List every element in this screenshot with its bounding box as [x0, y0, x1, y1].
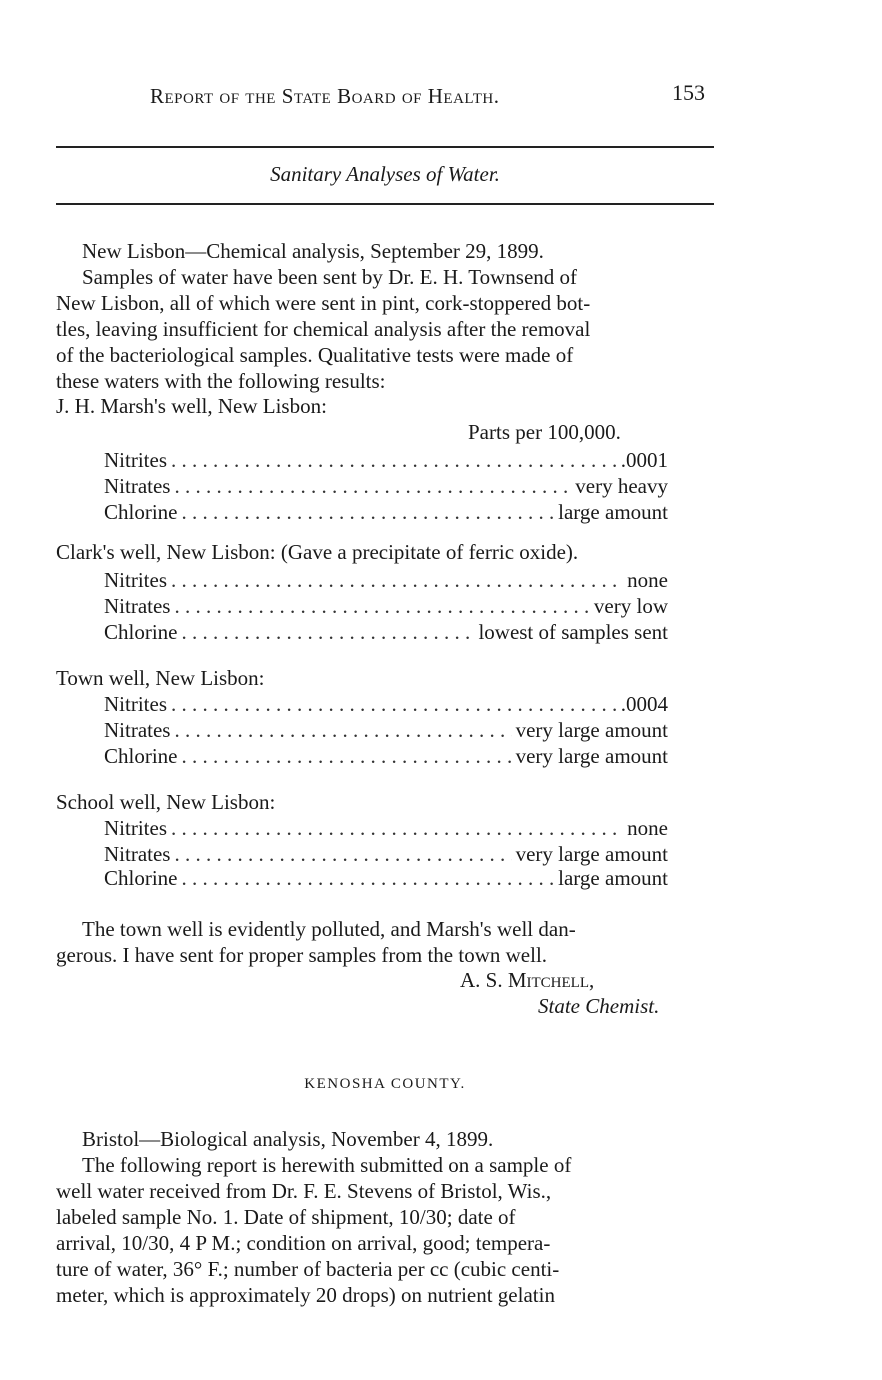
conclusion-line: gerous. I have sent for proper samples from the town well.	[56, 943, 548, 967]
analysis-row	[104, 816, 668, 841]
row-label: Nitrites	[104, 816, 167, 840]
intro-line: Samples of water have been sent by Dr. E. H. Townsend of	[82, 265, 578, 289]
dot-leader	[171, 448, 617, 473]
bristol-paragraph	[56, 1126, 718, 1308]
row-label: Nitrites	[104, 448, 167, 472]
body-line: The following report is herewith submitted on a sample of	[82, 1153, 572, 1177]
subtitle-rule	[56, 203, 714, 205]
row-value: none	[627, 568, 668, 592]
row-value: large amount	[558, 866, 668, 890]
analysis-row	[104, 744, 668, 769]
row-label: Chlorine	[104, 744, 178, 768]
row-label: Nitrates	[104, 474, 171, 498]
well-heading: Town well, New Lisbon:	[56, 666, 265, 690]
dot-leader	[174, 474, 571, 499]
body-line: ture of water, 36° F.; number of bacteria per cc (cubic centi-	[56, 1257, 560, 1281]
dot-leader	[171, 568, 623, 593]
dot-leader	[182, 744, 512, 769]
running-header: Report of the State Board of Health.	[150, 84, 500, 108]
row-value: .0004	[620, 692, 668, 716]
intro-line: tles, leaving insufficient for chemical analysis after the removal	[56, 317, 591, 341]
dot-leader	[171, 816, 623, 841]
intro-line: of the bacteriological samples. Qualitative tests were made of	[56, 343, 574, 367]
analysis-row	[104, 568, 668, 593]
row-value: .0001	[620, 448, 668, 472]
analysis-row	[104, 692, 668, 717]
analysis-row	[104, 842, 668, 867]
row-value: very large amount	[515, 718, 668, 742]
row-label: Nitrites	[104, 692, 167, 716]
row-label: Nitrites	[104, 568, 167, 592]
new-lisbon-heading-line: New Lisbon—Chemical analysis, September 29, 1899.	[82, 239, 544, 263]
signature-title: State Chemist.	[538, 994, 660, 1018]
row-value: very large amount	[515, 842, 668, 866]
row-value: very large amount	[515, 744, 668, 768]
body-line: well water received from Dr. F. E. Stevens of Bristol, Wis.,	[56, 1179, 552, 1203]
units-heading: Parts per 100,000.	[468, 420, 621, 444]
well-heading: School well, New Lisbon:	[56, 790, 276, 814]
analysis-row	[104, 500, 668, 525]
row-value: none	[627, 816, 668, 840]
new-lisbon-intro	[56, 238, 718, 394]
county-heading: KENOSHA COUNTY.	[304, 1076, 466, 1092]
body-line: arrival, 10/30, 4 P M.; condition on arrival, good; tempera-	[56, 1231, 551, 1255]
row-value: lowest of samples sent	[478, 620, 668, 644]
bristol-heading-line: Bristol—Biological analysis, November 4, 1899.	[82, 1127, 494, 1151]
header-rule	[56, 146, 714, 148]
row-value: large amount	[558, 500, 668, 524]
analysis-row	[104, 448, 668, 473]
dot-leader	[174, 718, 511, 743]
intro-line: New Lisbon, all of which were sent in pint, cork-stoppered bot-	[56, 291, 591, 315]
row-label: Nitrates	[104, 718, 171, 742]
row-label: Nitrates	[104, 842, 171, 866]
section-subtitle: Sanitary Analyses of Water.	[270, 162, 500, 186]
dot-leader	[174, 842, 511, 867]
row-label: Chlorine	[104, 500, 178, 524]
body-line: meter, which is approximately 20 drops) on nutrient gelatin	[56, 1283, 555, 1307]
row-label: Nitrates	[104, 594, 171, 618]
signature-name: A. S. Mitchell,	[460, 968, 595, 992]
analysis-row	[104, 718, 668, 743]
analysis-row	[104, 866, 668, 891]
dot-leader	[182, 620, 475, 645]
row-label: Chlorine	[104, 866, 178, 890]
page-number: 153	[672, 80, 705, 105]
dot-leader	[182, 866, 555, 891]
row-label: Chlorine	[104, 620, 178, 644]
well-heading: J. H. Marsh's well, New Lisbon:	[56, 394, 327, 418]
row-value: very heavy	[575, 474, 668, 498]
dot-leader	[171, 692, 617, 717]
analysis-row	[104, 474, 668, 499]
row-value: very low	[593, 594, 668, 618]
intro-line: these waters with the following results:	[56, 369, 386, 393]
conclusion-line: The town well is evidently polluted, and Marsh's well dan-	[82, 917, 576, 941]
conclusion-paragraph	[56, 916, 718, 968]
analysis-row	[104, 620, 668, 645]
well-heading: Clark's well, New Lisbon: (Gave a precipitate of ferric oxide).	[56, 540, 579, 564]
dot-leader	[182, 500, 555, 525]
analysis-row	[104, 594, 668, 619]
body-line: labeled sample No. 1. Date of shipment, 10/30; date of	[56, 1205, 516, 1229]
dot-leader	[174, 594, 589, 619]
